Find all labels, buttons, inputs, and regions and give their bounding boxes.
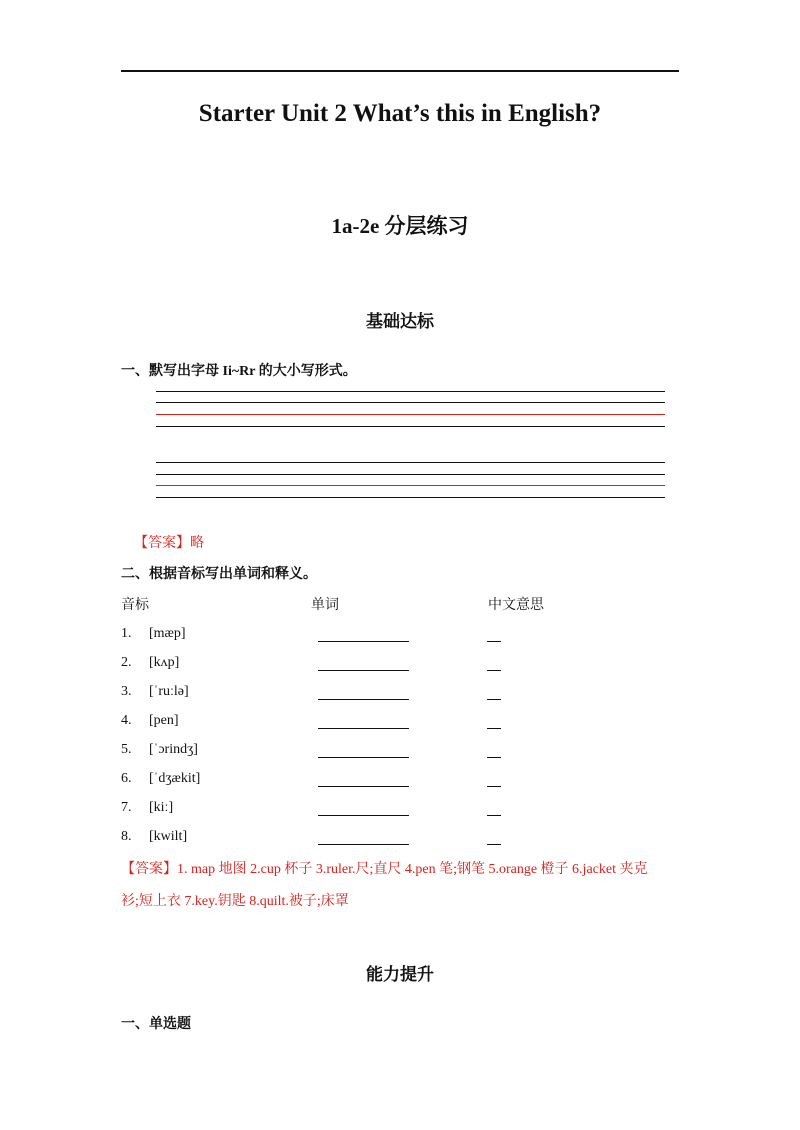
row-number: 4. [121,713,132,728]
top-rule [121,70,679,72]
row-phonetic: [ˈdʒækit] [149,771,201,786]
section-improve-heading: 能力提升 [366,965,434,984]
word-blank[interactable] [318,786,409,787]
row-phonetic: [ˈɔrindʒ] [149,742,198,757]
writing-line [156,402,665,403]
row-phonetic: [kʌp] [149,655,180,670]
question-3-heading: 一、单选题 [121,1017,191,1032]
row-number: 8. [121,829,132,844]
question-2-answer-line-2: 衫;短上衣 7.key.钥匙 8.quilt.被子;床罩 [121,894,349,909]
word-blank[interactable] [318,641,409,642]
answer-label: 【答案】 [134,536,190,551]
answer-text: 略 [190,536,204,551]
meaning-blank[interactable] [487,757,501,758]
writing-line [156,391,665,392]
word-blank[interactable] [318,699,409,700]
writing-line-red [156,414,665,415]
word-blank[interactable] [318,844,409,845]
question-1-answer [134,532,204,552]
meaning-blank[interactable] [487,786,501,787]
word-blank[interactable] [318,815,409,816]
row-number: 2. [121,655,132,670]
writing-line-red [156,485,665,486]
writing-line [156,462,665,463]
writing-line [156,426,665,427]
meaning-blank[interactable] [487,844,501,845]
word-blank[interactable] [318,728,409,729]
row-phonetic: [mæp] [149,626,186,641]
row-phonetic: [pen] [149,713,179,728]
question-2-heading: 二、根据音标写出单词和释义。 [121,567,317,582]
question-1-heading: 一、默写出字母 Ii~Rr 的大小写形式。 [121,364,357,379]
word-blank[interactable] [318,670,409,671]
meaning-blank[interactable] [487,699,501,700]
row-number: 7. [121,800,132,815]
row-phonetic: [kwilt] [149,829,188,844]
row-number: 6. [121,771,132,786]
column-header-phonetic: 音标 [121,598,149,613]
row-number: 3. [121,684,132,699]
page-title: Starter Unit 2 What’s this in English? [198,100,602,127]
meaning-blank[interactable] [487,641,501,642]
word-blank[interactable] [318,757,409,758]
column-header-word: 单词 [311,598,339,613]
page-subtitle: 1a-2e 分层练习 [331,214,469,238]
meaning-blank[interactable] [487,815,501,816]
writing-line [156,497,665,498]
row-phonetic: [ˈruːlə] [149,684,189,699]
column-header-meaning: 中文意思 [488,598,544,613]
meaning-blank[interactable] [487,728,501,729]
row-number: 1. [121,626,132,641]
question-2-answer-line-1: 【答案】1. map 地图 2.cup 杯子 3.ruler.尺;直尺 4.pen 笔;钢笔 5.orange 橙子 6.jacket 夹克 [121,862,648,877]
row-number: 5. [121,742,132,757]
row-phonetic: [kiː] [149,800,174,815]
writing-line [156,474,665,475]
section-basic-heading: 基础达标 [366,312,434,331]
meaning-blank[interactable] [487,670,501,671]
